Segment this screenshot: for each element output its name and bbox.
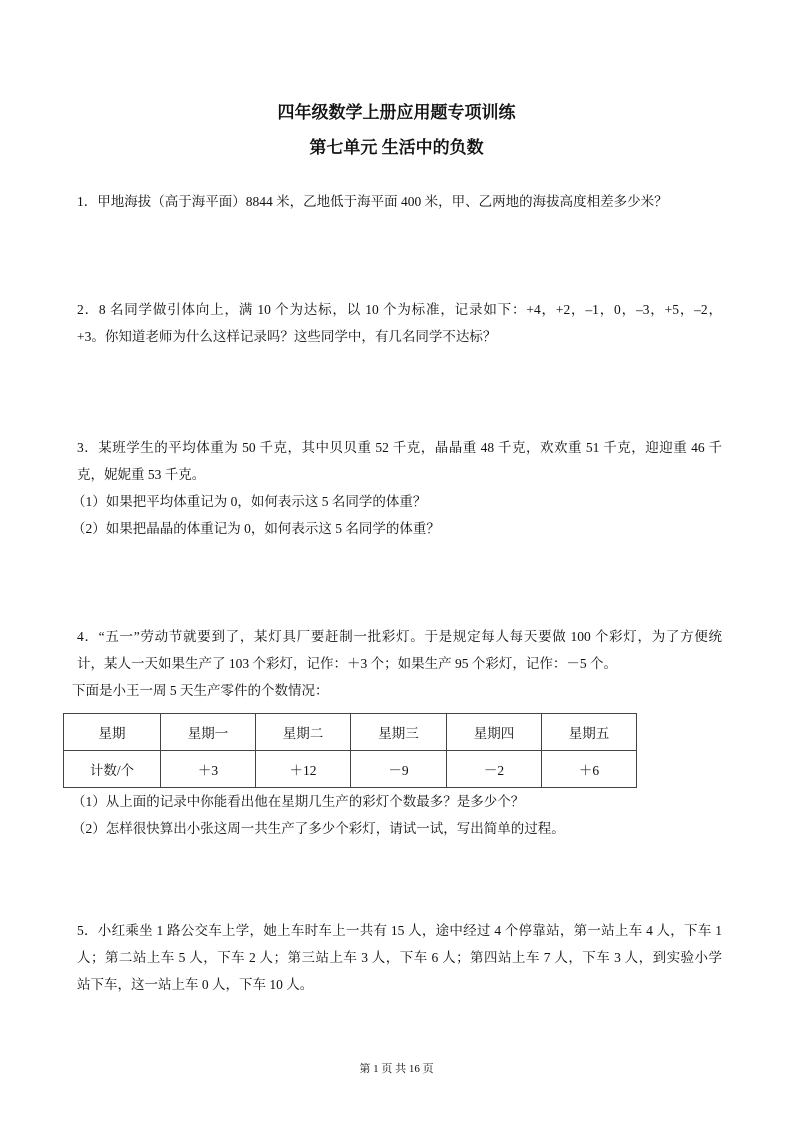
table-cell: ＋12 bbox=[256, 751, 351, 788]
page-title: 四年级数学上册应用题专项训练 bbox=[277, 103, 516, 122]
table-cell: 星期二 bbox=[256, 714, 351, 751]
table-cell: 星期五 bbox=[542, 714, 637, 751]
question-4-part-2: （2）怎样很快算出小张这周一共生产了多少个彩灯，请试一试，写出简单的过程。 bbox=[72, 821, 565, 836]
table-row bbox=[64, 751, 637, 788]
question-3-line-2: 克，妮妮重 53 千克。 bbox=[77, 467, 206, 482]
question-4-line-1: 4．“五一”劳动节就要到了，某灯具厂要赶制一批彩灯。于是规定每人每天要做 100 个彩灯，为了方便统 bbox=[77, 629, 722, 644]
page-subtitle: 第七单元 生活中的负数 bbox=[309, 138, 484, 157]
question-3-line-1: 3．某班学生的平均体重为 50 千克，其中贝贝重 52 千克，晶晶重 48 千克，欢欢重 51 千克，迎迎重 46 千 bbox=[77, 440, 722, 455]
question-4-part-1: （1）从上面的记录中你能看出他在星期几生产的彩灯个数最多？是多少个？ bbox=[72, 794, 525, 809]
question-5-line-2: 人；第二站上车 5 人，下车 2 人；第三站上车 3 人，下车 6 人；第四站上车 7 人，下车 3 人，到实验小学 bbox=[77, 950, 722, 965]
question-2-line-1: 2．8 名同学做引体向上，满 10 个为达标，以 10 个为标准，记录如下：+4，+2，–1，0，–3，+5，–2， bbox=[77, 302, 722, 317]
table-cell: 星期三 bbox=[351, 714, 447, 751]
question-4-line-3: 下面是小王一周 5 天生产零件的个数情况： bbox=[72, 683, 329, 698]
table-cell: －9 bbox=[351, 751, 447, 788]
question-1: 1．甲地海拔（高于海平面）8844 米，乙地低于海平面 400 米，甲、乙两地的海拔高度相差多少米？ bbox=[77, 194, 668, 209]
table-header-row bbox=[64, 714, 637, 751]
table-cell: 星期四 bbox=[447, 714, 542, 751]
question-5-line-3: 站下车，这一站上车 0 人，下车 10 人。 bbox=[77, 977, 314, 992]
question-4-line-2: 计，某人一天如果生产了 103 个彩灯，记作：＋3 个；如果生产 95 个彩灯，记作：－5 个。 bbox=[77, 656, 617, 671]
question-5-line-1: 5．小红乘坐 1 路公交车上学，她上车时车上一共有 15 人，途中经过 4 个停靠站，第一站上车 4 人，下车 1 bbox=[77, 923, 722, 938]
table-cell: ＋3 bbox=[161, 751, 256, 788]
production-table bbox=[63, 713, 637, 788]
table-cell: 星期一 bbox=[161, 714, 256, 751]
table-cell: ＋6 bbox=[542, 751, 637, 788]
table-cell: 星期 bbox=[64, 714, 161, 751]
question-3-part-1: （1）如果把平均体重记为 0，如何表示这 5 名同学的体重？ bbox=[72, 494, 427, 509]
table-cell: 计数/个 bbox=[64, 751, 161, 788]
table-cell: －2 bbox=[447, 751, 542, 788]
page-footer: 第 1 页 共 16 页 bbox=[359, 1063, 434, 1075]
question-2-line-2: +3。你知道老师为什么这样记录吗？这些同学中，有几名同学不达标？ bbox=[77, 329, 497, 344]
question-3-part-2: （2）如果把晶晶的体重记为 0，如何表示这 5 名同学的体重？ bbox=[72, 521, 440, 536]
